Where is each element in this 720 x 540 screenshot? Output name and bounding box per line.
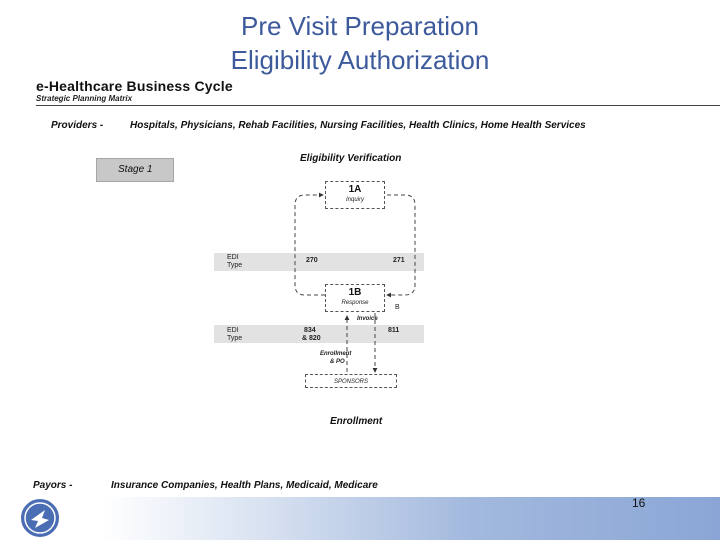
enrollment-po-line1: Enrollment (320, 351, 352, 357)
footer-gradient-bar (0, 497, 720, 540)
edi-row1-label-line1: EDI (227, 254, 239, 261)
edi-code-811: 811 (388, 327, 400, 334)
eligibility-verification-heading: Eligibility Verification (300, 153, 402, 164)
edi-code-834: 834 (304, 327, 316, 334)
slide-title-line1: Pre Visit Preparation (241, 11, 479, 41)
slide-title-line2: Eligibility Authorization (230, 45, 490, 75)
box-1a-id: 1A (348, 184, 362, 195)
response-loop-right (387, 195, 415, 295)
box-1b-id: 1B (348, 287, 362, 298)
box-1a-inquiry (325, 181, 385, 209)
box-1a-sub: Inquiry (345, 197, 364, 203)
enrollment-heading: Enrollment (330, 416, 383, 427)
edi-row2-label-line2: Type (227, 335, 243, 342)
box-sponsors (305, 374, 397, 388)
b-label: B (395, 304, 400, 311)
providers-label: Providers - (51, 120, 104, 131)
payors-label: Payors - (33, 480, 73, 491)
providers-list: Hospitals, Physicians, Rehab Facilities, Nursing Facilities, Health Clinics, Home Health Services (130, 120, 586, 131)
edi-code-270: 270 (306, 257, 318, 264)
document-subtitle: Strategic Planning Matrix (36, 94, 133, 103)
page-number: 16 (632, 496, 646, 510)
sponsors-label: SPONSORS (333, 379, 368, 385)
document-title: e-Healthcare Business Cycle (36, 78, 233, 94)
box-1b-sub: Response (341, 300, 369, 306)
payors-list: Insurance Companies, Health Plans, Medicaid, Medicare (111, 480, 378, 491)
stage-label: Stage 1 (118, 164, 153, 175)
edi-row2-label-line1: EDI (227, 327, 239, 334)
edi-code-820: & 820 (302, 335, 321, 342)
inquiry-loop-left (295, 195, 325, 295)
invoice-label: Invoice (357, 316, 378, 322)
enrollment-po-line2: & PO (330, 359, 345, 365)
logo-icon (18, 496, 62, 540)
edi-row1-label-line2: Type (227, 262, 243, 269)
box-1b-response (325, 284, 385, 312)
edi-code-271: 271 (393, 257, 405, 264)
